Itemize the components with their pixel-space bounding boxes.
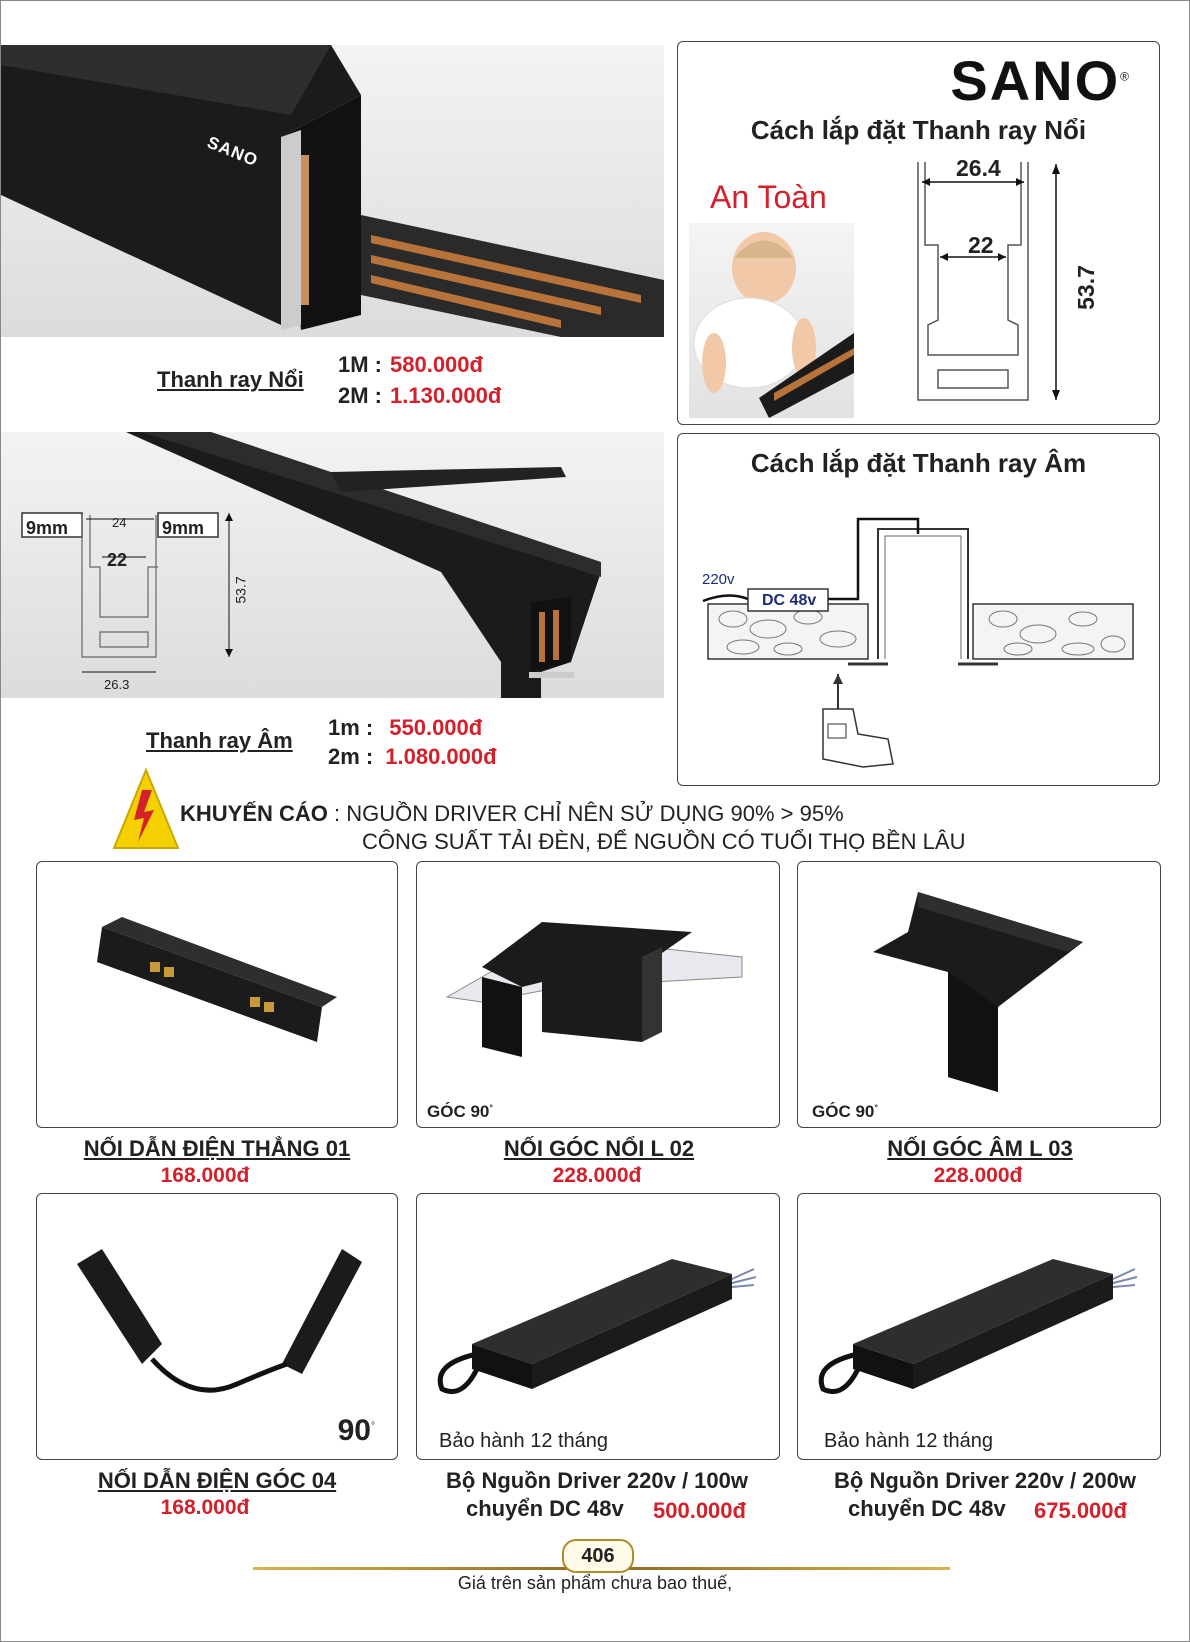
recessed-rail-price-1m: 1m : 550.000đ	[328, 715, 483, 740]
recessed-install-title: Cách lắp đặt Thanh ray Âm	[750, 448, 1087, 478]
product-name-2: NỐI GÓC NỔI L 02	[503, 1136, 695, 1161]
dim-inner-label: 22	[968, 232, 994, 258]
product-name-3: NỐI GÓC ÂM L 03	[887, 1136, 1073, 1161]
product-name-4: NỐI DẪN ĐIỆN GÓC 04	[97, 1468, 337, 1493]
baby-photo	[689, 223, 854, 418]
ceiling-install-diagram	[688, 509, 1148, 774]
warranty-label-200w: Bảo hành 12 tháng	[824, 1430, 994, 1452]
surface-profile-drawing	[898, 150, 1098, 410]
product-tag-2: GÓC 90°	[427, 1102, 493, 1121]
dim-flange-right: 9mm	[162, 518, 205, 538]
surface-rail-photo	[1, 45, 664, 337]
voltage-in-label: 220v	[702, 571, 735, 588]
dim-height: 53.7	[232, 576, 249, 604]
product-price-1: 168.000đ	[160, 1164, 250, 1187]
dim-width-label: 26.4	[956, 155, 1001, 181]
recessed-rail-name: Thanh ray Âm	[146, 728, 293, 753]
product-card-recessed-l-connector[interactable]	[797, 861, 1161, 1128]
product-card-surface-l-connector[interactable]	[416, 861, 780, 1128]
page-number-badge	[562, 1539, 634, 1573]
product-name-5: Bộ Nguồn Driver 220v / 100w	[446, 1468, 748, 1493]
surface-rail-price-1m: 1M : 580.000đ	[338, 352, 483, 377]
product-price-5: 500.000đ	[653, 1498, 746, 1523]
product-card-driver-100w[interactable]	[416, 1193, 780, 1460]
product-price-6: 675.000đ	[1034, 1498, 1127, 1523]
surface-l-connector-image	[442, 917, 752, 1077]
dim-flange-left: 9mm	[26, 518, 69, 538]
recessed-rail-photo	[1, 432, 664, 698]
dim-top: 24	[112, 515, 127, 530]
recessed-install-panel	[677, 433, 1160, 786]
angle-90-label: 90°	[337, 1414, 375, 1447]
product-card-driver-200w[interactable]	[797, 1193, 1161, 1460]
dim-height-label: 53.7	[1072, 265, 1099, 310]
recessed-rail-price-2m: 2m : 1.080.000đ	[328, 744, 497, 769]
surface-rail-name: Thanh ray Nổi	[157, 367, 304, 392]
product-card-angle-connector[interactable]	[36, 1193, 398, 1460]
product-price-2: 228.000đ	[552, 1164, 642, 1187]
product-name-5-line2: chuyển DC 48v	[466, 1496, 624, 1521]
flexible-connector-image	[72, 1244, 372, 1394]
warning-icon	[112, 768, 180, 850]
rail-brand-print: SANO	[204, 132, 261, 171]
footer-note: Giá trên sản phẩm chưa bao thuế,	[457, 1573, 733, 1593]
dim-inner: 22	[107, 550, 128, 570]
product-card-straight-connector[interactable]	[36, 861, 398, 1128]
driver-100w-image	[432, 1249, 762, 1399]
warning-text: KHUYẾN CÁO : NGUỒN DRIVER CHỈ NÊN SỬ DỤNG 90% > 95% CÔNG SUẤT TẢI ĐÈN, ĐỂ NGUỒN CÓ TUỔI THỌ BỀN LÂU	[180, 801, 966, 854]
product-price-3: 228.000đ	[933, 1164, 1023, 1187]
warranty-label-100w: Bảo hành 12 tháng	[439, 1430, 609, 1452]
safety-label: An Toàn	[710, 179, 827, 215]
product-tag-3: GÓC 90°	[812, 1102, 878, 1121]
page-number: 406	[581, 1545, 615, 1567]
product-name-6-line2: chuyển DC 48v	[848, 1496, 1006, 1521]
straight-connector-image	[92, 907, 342, 1047]
driver-200w-image	[813, 1249, 1143, 1399]
voltage-out-label: DC 48v	[762, 592, 817, 609]
surface-install-panel	[677, 41, 1160, 425]
surface-rail-price-2m: 2M : 1.130.000đ	[338, 383, 502, 408]
recessed-l-connector-image	[868, 892, 1088, 1092]
product-price-4: 168.000đ	[160, 1496, 250, 1519]
product-name-6: Bộ Nguồn Driver 220v / 200w	[834, 1468, 1136, 1493]
product-name-1: NỐI DẪN ĐIỆN THẲNG 01	[83, 1136, 351, 1161]
surface-install-title: Cách lắp đặt Thanh ray Nổi	[750, 115, 1087, 145]
dim-bottom: 26.3	[104, 677, 130, 692]
brand-logo: SANO®	[950, 49, 1131, 112]
